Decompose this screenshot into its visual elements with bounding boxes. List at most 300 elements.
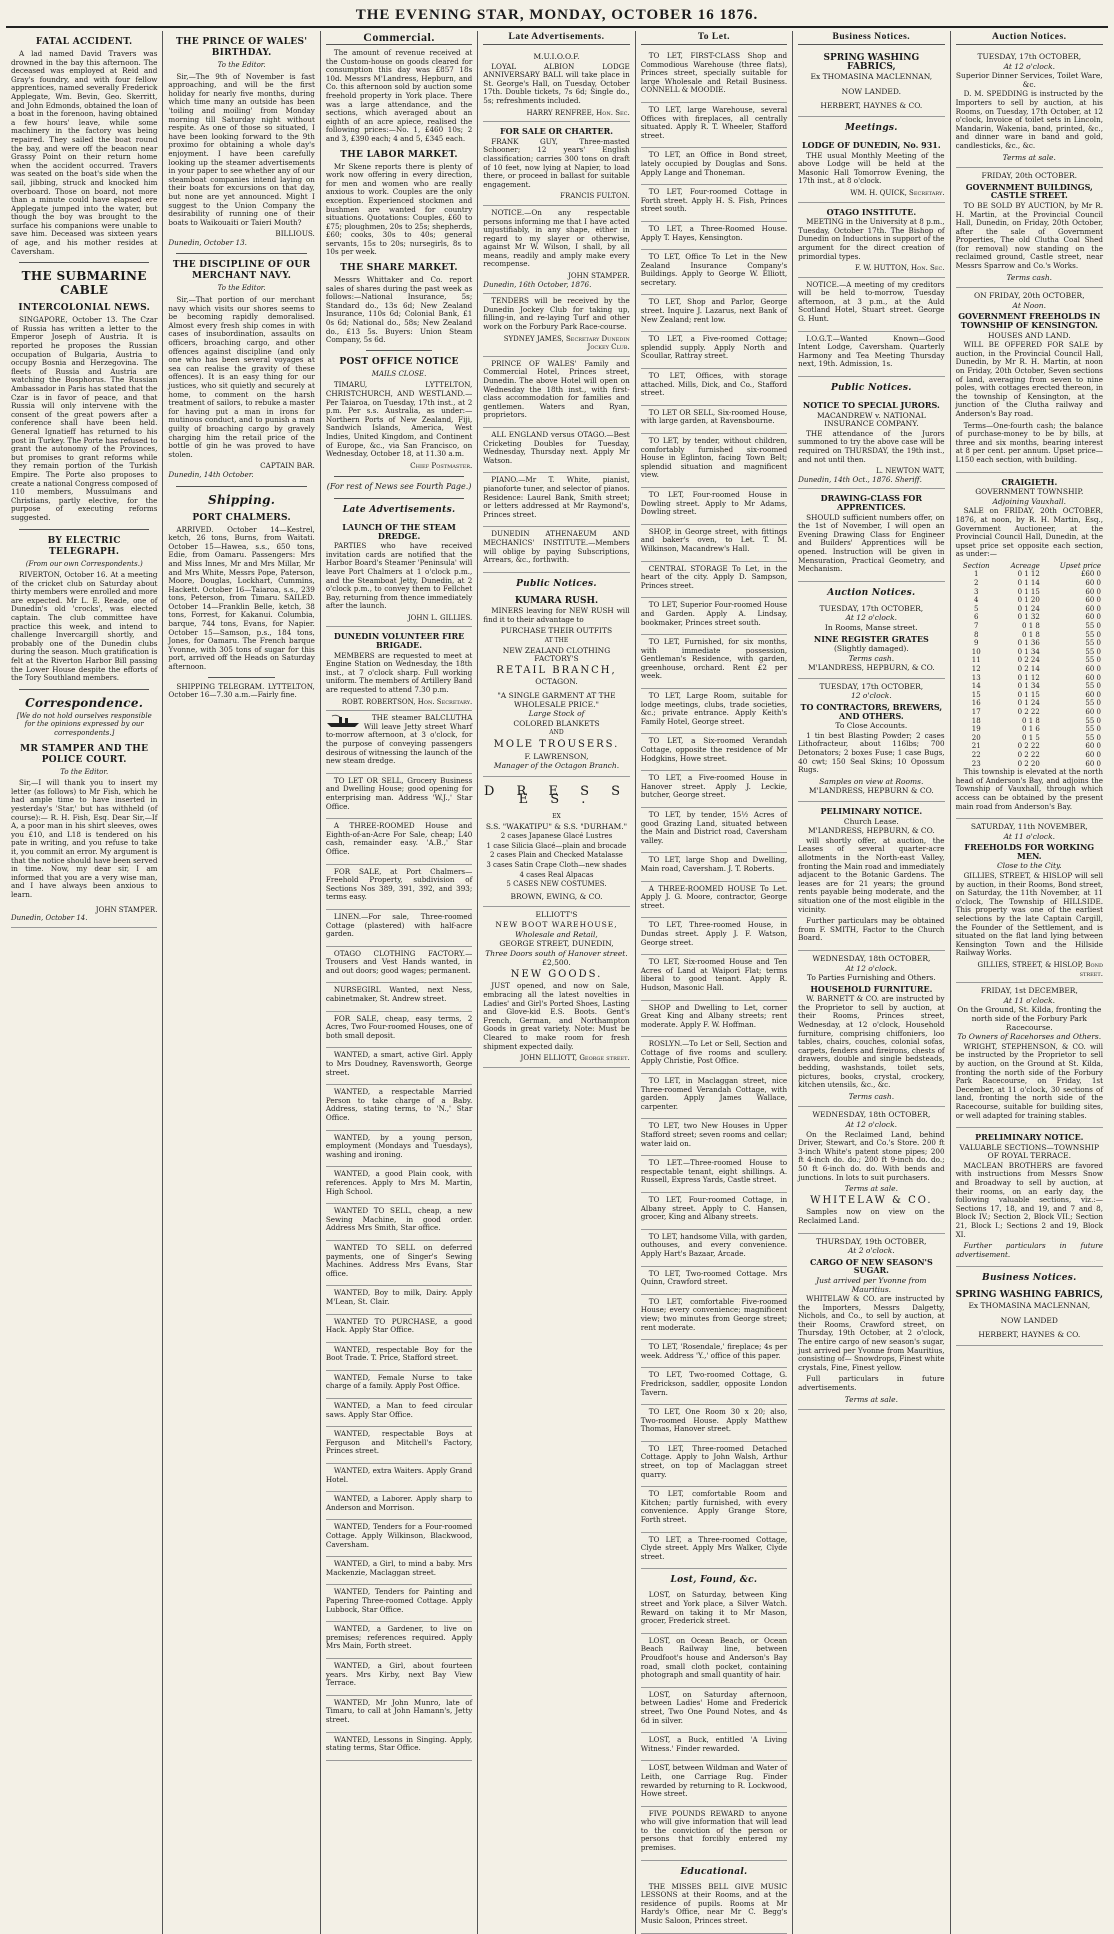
- reclaimed-time: At 12 o'clock.: [845, 1120, 898, 1129]
- to-let-ad: [641, 635, 787, 689]
- grates-title: NINE REGISTER GRATES: [813, 633, 929, 644]
- educational-heading: Educational.: [680, 1866, 748, 1877]
- to-let-ad-text: TO LET, Furnished, for six months, with immediate possession, Gentleman's Residence, with garden, greenhouse, orchard. Rent £2 per week.: [640, 637, 788, 681]
- table-row: [956, 631, 1103, 640]
- kensington-text: WILL BE OFFERED FOR SALE by auction, in the Provincial Council Hall, Dunedin, by Mr R. H. Martin, at noon on Friday, 20th October, Seven sections of land, averaging from seven to nine poles, with cottages erected thereon, in the township of Kensington, at the junction of the Clutha railway and Anderson's Bay road.: [955, 340, 1103, 418]
- to-let-ad: [641, 1487, 787, 1532]
- charter-ad: [483, 122, 629, 206]
- table-cell: 12: [971, 665, 981, 673]
- table-cell: 0 1 34: [1017, 647, 1040, 656]
- submarine-cable-heading: THE SUBMARINE CABLE: [21, 269, 147, 298]
- to-let-ad: [641, 1405, 787, 1442]
- intercolonial-news-heading: INTERCOLONIAL NEWS.: [18, 303, 151, 314]
- column-2: [163, 31, 320, 1934]
- spedding-ad: [956, 49, 1103, 168]
- table-cell: 2: [974, 579, 979, 588]
- commercial-text: The amount of revenue received at the Custom-house on goods cleared for consumption this day was £857 18s 10d. Messrs M'Landress, Hepburn, and Co. this afternoon sold by auction some freehold property in York place. There was a large attendance, and the sections, which averaged about an eighth of an acre apiece, realised the following prices:—No. 1, £460 10s; 2 and 3, £390 each; 4 and 5, £345 each.: [325, 48, 473, 143]
- govt-buildings-text: TO BE SOLD BY AUCTION, by Mr R. H. Martin, at the Provincial Council Hall, Dunedin, on Friday, 20th October, after the sale of Government Properties, The old Clutha Coal Shed (for removal) now standing on the reclaimed ground, Castle street, near Messrs Sparrow and Co.'s Works.: [955, 200, 1103, 271]
- small-ad-text: WANTED, a Man to feed circular saws. Apply Star Office.: [325, 1401, 473, 1419]
- hillside-time: At 11 o'clock.: [1003, 831, 1055, 841]
- hillside-text: GILLIES, STREET, & HISLOP will sell by auction, in their Rooms, Bond street, on Saturday, the 11th November, at 11 o'clock, The Township of HILLSIDE. This property was one of the earliest selections by the late Captain Cargill, the Founder of the Settlement, and is situated on the flat land lying between Kensington Town and the Hillside Railway Works.: [955, 871, 1103, 958]
- table-cell: 17: [971, 707, 981, 716]
- to-let-heading: To Let.: [641, 31, 787, 45]
- small-ad-text: WANTED, respectable Boy for the Boot Trade. T. Price, Stafford street.: [325, 1344, 473, 1363]
- table-cell: 9: [974, 639, 979, 648]
- lost-ad-text: LOST, on Saturday afternoon, between Ladies' Home and Frederick street, Two One Pound Notes, and 4s 6d in silver.: [640, 1689, 788, 1725]
- lost-ad-text: LOST, on Ocean Beach, or Ocean Beach Railway line, between Proudfoot's house and Anderson's Bay road, small cloth pocket, containing photograph and small quantity of hair.: [640, 1635, 788, 1680]
- to-let-ad: [641, 562, 787, 599]
- columns: [6, 30, 1108, 1926]
- col7-spring-landed: NOW LANDED: [1000, 1315, 1058, 1325]
- small-ad: [326, 1557, 472, 1585]
- kumara-octagon: OCTAGON.: [535, 677, 578, 687]
- table-row: [956, 742, 1103, 751]
- drawing-class-text: SHOULD sufficient numbers offer, on the 1st of November, I will open an Evening Drawing Class for Engineer and Builders' Apprentices will be opened. Instruction will be given in Mensuration, Practical Geometry, and Mechanism.: [798, 512, 945, 574]
- reclaimed-date: WEDNESDAY, 18th OCTOBER,: [812, 1110, 931, 1120]
- small-ad-text: WANTED, Tenders for a Four-roomed Cottage. Apply Wilkinson, Blackwood, Caversham.: [325, 1522, 473, 1549]
- shipping-text: ARRIVED. October 14—Kestrel, ketch, 26 tons, Burns, from Waitati. October 15—Hawea, s.s., 650 tons, Edie, from Oamaru. Passengers: Mrs and Miss Innes, Mr and Mrs Millar, Mr and Mrs White, Messrs Pope, Paterson, Moore, Douglas, Lockhart, Cummins, Hackett. October 16—Taiaroa, s.s., 239 tons, Peterson, from Timaru. SAILED. October 14—Franklin Belle, ketch, 38 tons, Forrest, for Kakanui. Columbia, barque, 744 tons, Evans, for Napier. October 15—Samson, p.s., 184 tons, Jones, for Oamaru. The French barque Yvonne, with 305 tons of sugar for this port, arrived off the Heads on Saturday afternoon.: [168, 524, 315, 672]
- contractors-time: 12 o'clock.: [850, 691, 892, 701]
- dress-item: 2 cases Japanese Glacé Lustres: [500, 832, 613, 841]
- spring-fabrics-ad: [798, 49, 944, 117]
- fire-brigade-text: MEMBERS are requested to meet at Engine Station on Wednesday, the 18th inst., at 7 o'clock sharp. Full working uniform. The members of Artillery Band are requested to attend 7.30 p.m.: [325, 650, 473, 695]
- lost-ad: [641, 1588, 787, 1633]
- muioof-signature: HARRY RENFREE, Hon. Sec.: [526, 108, 630, 117]
- craigieth-note: This township is elevated at the north head of Anderson's Bay, and adjoins the Township of Vauxhall, through which access can be obtained by the present main road from Anderson's Bay.: [955, 767, 1103, 811]
- small-ad: [326, 1492, 472, 1520]
- spring-fabrics-landed: NOW LANDED.: [841, 86, 902, 96]
- st-kilda-text: WRIGHT, STEPHENSON, & CO. will be instructed by the Proprietor to sell by auction, on the Ground at St. Kilda, fronting the north side of the Forbury Park Racecourse, on Friday, 1st December, at 11 o'clock, 30 sections of land, fronting the north side of the Racecourse, suitable for building sites, or well adapted for training stables.: [955, 1041, 1103, 1120]
- balclutha-text: THE steamer BALCLUTHA Will leave Jetty street Wharf to-morrow afternoon, at 3 o'clock, for the purpose of conveying passengers desirous of witnessing the launch of the new steam dredge.: [325, 713, 473, 766]
- col7-spring-title: SPRING WASHING FABRICS,: [955, 1290, 1103, 1301]
- table-cell: 0 2 14: [1017, 665, 1040, 673]
- table-cell: 55 0: [1085, 622, 1101, 631]
- jurors-text: THE attendance of the Jurors summoned to try the above case will be required on THURSDAY, the 19th inst., and not until then.: [798, 428, 945, 464]
- table-cell: 5: [974, 604, 979, 613]
- table-row: [956, 717, 1103, 726]
- lost-ad-text: LOST, on Saturday, between King street and York place, a Silver Watch. Reward on taking it to Mr Mason, grocer, Frederick street.: [640, 1590, 788, 1626]
- st-kilda-ad: [956, 983, 1103, 1128]
- mails-close: MAILS CLOSE.: [371, 369, 427, 378]
- spedding-date: TUESDAY, 17th OCTOBER,: [977, 52, 1082, 61]
- dress-item: 1 case Silicia Glacé—plain and brocade: [486, 841, 627, 850]
- elliott-wholesale: Wholesale and Retail,: [515, 929, 598, 939]
- to-let-ad-text: TO LET, handsome Villa, with garden, outhouses, and every convenience. Apply Hart's Bazaar, Arcade.: [640, 1231, 788, 1258]
- small-ad: [326, 1427, 472, 1464]
- spedding-title: Superior Dinner Services, Toilet Ware, &c.: [955, 71, 1103, 89]
- sugar-sub: Just arrived per Yvonne from Mauritius.: [816, 1275, 927, 1294]
- table-cell: 21: [971, 742, 981, 751]
- kumara-text: MINERS leaving for NEW RUSH will find it to their advantage to: [483, 606, 630, 624]
- to-let-ad-text: ROSLYN.—To Let or Sell, Section and Cottage of five rooms and scullery. Apply Christie, Post Office.: [640, 1039, 788, 1066]
- table-cell: 55 0: [1085, 699, 1101, 708]
- to-let-ad-text: TO LET, in Maclaggan street, nice Three-roomed Verandah Cottage, with garden. Apply James Wallace, carpenter.: [640, 1076, 788, 1111]
- prince-to-editor: To the Editor.: [217, 61, 266, 69]
- lost-ad-text: LOST, between Wildman and Water of Leith, one Carriage Rug. Finder rewarded by returning to R. Lockwood, Howe street.: [640, 1763, 788, 1799]
- table-row: [956, 708, 1103, 717]
- to-let-ad: [641, 295, 787, 332]
- to-let-ad: [641, 332, 787, 369]
- share-market-heading: THE SHARE MARKET.: [340, 263, 458, 274]
- to-let-ad: [641, 1533, 787, 1570]
- column-7: [951, 31, 1108, 1934]
- table-cell: 3: [974, 587, 979, 596]
- jurors-signature: L. NEWTON WATT,: [876, 467, 945, 476]
- to-let-ad-text: TO LET, by tender, 15½ Acres of good Grazing Land, situated between the Main and District road, Caversham valley.: [640, 810, 788, 845]
- royal-terrace-text: MACLEAN BROTHERS are favored with instructions from Messrs Snow and Broadway to sell by auction, at their rooms, on an early day, the following valuable sections, viz.:— Sections 17, 18, and 19, and 7 and 8, Block IV.; Section 2, Block VII.; Section 21, Block I.; Sections 2 and 19, Block XI.: [955, 1160, 1103, 1239]
- contractors-title: TO CONTRACTORS, BREWERS, AND OTHERS.: [800, 702, 943, 721]
- col7-spring-ex: Ex THOMASINA MACLENNAN,: [968, 1301, 1091, 1310]
- balclutha-ad: [326, 711, 472, 774]
- to-let-ad-text: TO LET, Three-roomed House, in Dundas street. Apply J. F. Watson, George street.: [640, 920, 788, 947]
- to-let-ad-text: TO LET, Office To Let in the New Zealand Insurance Company's Buildings. Apply to George W. Elliott, secretary.: [640, 252, 788, 287]
- furniture-sub: To Parties Furnishing and Others.: [806, 973, 936, 983]
- to-let-ad-text: TO LET, comfortable Room and Kitchen; partly furnished, with every convenience. Apply Grange Store, Forth street.: [640, 1489, 788, 1525]
- stamper-place: Dunedin, October 14.: [11, 914, 88, 923]
- grates-signature: M'LANDRESS, HEPBURN, & CO.: [807, 663, 935, 673]
- small-ad: [326, 1241, 472, 1286]
- table-cell: 55 0: [1085, 682, 1101, 691]
- sugar-terms: Terms at sale.: [844, 1394, 898, 1404]
- furniture-date: WEDNESDAY, 18th OCTOBER,: [812, 953, 931, 963]
- sugar-text: WHITELAW & CO. are instructed by the Importers, Messrs Dalgetty, Nichols, and Co., to sell by auction, at their Rooms, Crawford street, on Thursday, 19th October, at 2 o'clock, The entire cargo of new season's sugar, just arrived per Yvonne from Mauritius, consisting of— Snowdrops, Finest white crystals, Fine, Finest yellow.: [798, 1294, 945, 1372]
- prince-place: Dunedin, October 13.: [168, 237, 247, 247]
- creditors-notice-ad: [798, 278, 944, 332]
- table-cell: 0 1 34: [1017, 682, 1040, 691]
- to-let-ad-text: SHOP and Dwelling to Let, corner Great King and Albany streets; rent moderate. Apply F. W. Hoffman.: [640, 1002, 788, 1029]
- to-let-ad: [641, 49, 787, 103]
- spedding-terms: Terms at sale.: [1002, 152, 1056, 162]
- to-let-ad: [641, 853, 787, 881]
- hillside-ad: [956, 819, 1103, 983]
- royal-terrace-note: Further particulars in future advertisement.: [955, 1241, 1103, 1259]
- sugar-cargo-ad: [798, 1234, 944, 1411]
- reclaimed-terms: Terms at sale.: [844, 1184, 898, 1194]
- small-ad: [326, 1585, 472, 1622]
- kensington-title: GOVERNMENT FREEHOLDS IN TOWNSHIP OF KENSINGTON.: [958, 311, 1101, 331]
- st-kilda-title: On the Ground, St. Kilda, fronting the north side of the Forbury Park Racecourse.: [957, 1005, 1102, 1032]
- dresses-ad: [483, 777, 629, 908]
- to-let-ad: [641, 406, 787, 434]
- post-office-text: TIMARU, LYTTELTON, CHRISTCHURCH, AND WESTLAND.—Per Taiaroa, on Tuesday, 17th inst., at 2 p.m. Per s.s. Australia, as under:— Northern Ports of New Zealand, Fiji, Sandwich Islands, America, West Indies, United Kingdom, and Continent of Europe, &c., via San Francisco, on Wednesday, October 18, at 11.30 a.m.: [325, 380, 473, 459]
- small-ad: [326, 1343, 472, 1371]
- small-ad: [326, 1131, 472, 1168]
- royal-terrace-title: VALUABLE SECTIONS—TOWNSHIP OF ROYAL TERRACE.: [959, 1142, 1100, 1161]
- table-row: [956, 725, 1103, 734]
- stamper-letter-title: MR STAMPER AND THE POLICE COURT.: [20, 743, 149, 765]
- church-lease-ad: [798, 802, 944, 951]
- to-let-ad: [641, 882, 787, 919]
- cable-text: SINGAPORE, October 13. The Czar of Russia has written a letter to the Emperor Joseph of Austria. It is reported he proposes the Russian occupation of Bulgaria, Austria to occupy Bosnia and Herzegovina. The fleets of Russia and Austria are watching the Bosphorus. The Russian Ambassador in Paris has stated that the Czar is in favor of peace, and that Russia will only intervene with the consent of the great powers after a conference shall have been held. General Ignatieff has returned to his post in Turkey. The Porte has refused to grant the autonomy of the Provinces, but promises to grant reforms while they remain portion of the Turkish Empire. The Porte also proposes to create a national Congress composed of 110 members, Mussulmans and Christians, partly elective, for the purpose of executing reforms suggested.: [11, 315, 158, 522]
- kumara-purchase: PURCHASE THEIR OUTFITS: [500, 626, 613, 636]
- small-ad-text: WANTED, Tenders for Painting and Papering Three-roomed Cottage. Apply Lubbock, Star Office.: [325, 1587, 473, 1614]
- masthead: THE EVENING STAR, MONDAY, OCTOBER 16 1876.: [6, 4, 1108, 28]
- furniture-text: W. BARNETT & CO. are instructed by the Proprietor to sell by auction, at their Rooms, Princes street, Wednesday, at 12 o'clock, Household furniture, comprising chiffoniers, loo tables, chairs, couches, colonial sofas, carpets, fenders and fireirons, chests of drawers, double and single bedsteads, bedding, washstands, toilet sets, pictures, books, crystal, crockery, kitchen utensils, &c., &c.: [798, 994, 945, 1090]
- hillside-date: SATURDAY, 11th NOVEMBER,: [970, 822, 1088, 832]
- sugar-title: CARGO OF NEW SEASON'S SUGAR.: [809, 1256, 933, 1276]
- table-cell: 22: [971, 750, 981, 759]
- grates-where: In Rooms, Manse street.: [824, 622, 918, 632]
- small-ad: [326, 910, 472, 947]
- reclaimed-note: Samples now on view on the Reclaimed Land.: [798, 1207, 945, 1225]
- to-let-ad-text: TO LET, a Six-roomed Verandah Cottage, opposite the residence of Mr Hodgkins, Howe street.: [640, 736, 788, 763]
- table-cell: 0 1 15: [1017, 587, 1040, 596]
- craigieth-adjoining: Adjoining Vauxhall.: [992, 496, 1066, 506]
- shipping-telegram: SHIPPING TELEGRAM. LYTTELTON, October 16—7.30 a.m.—Fairly fine.: [168, 681, 315, 700]
- to-let-ad: [641, 1074, 787, 1119]
- col7-business-heading: Business Notices.: [982, 1273, 1077, 1284]
- table-row: [956, 699, 1103, 708]
- post-office-heading: POST OFFICE NOTICE: [339, 356, 459, 367]
- postmaster-signature: Chief Postmaster.: [410, 460, 473, 470]
- to-let-ad-text: TO LET, a Five-roomed House in Hanover street. Apply J. Leckie, butcher, George street.: [640, 773, 788, 800]
- table-cell: 0 2 22: [1017, 707, 1040, 716]
- small-ad-text: WANTED, a respectable Married Person to take charge of a Baby. Address, stating terms, to 'N.,' Star Office.: [325, 1087, 473, 1122]
- table-cell: 60 0: [1085, 665, 1101, 673]
- to-let-ad-text: TO LET, Two-roomed Cottage. Mrs Quinn, Crawford street.: [640, 1268, 788, 1287]
- drawing-class-title: DRAWING-CLASS FOR APPRENTICES.: [820, 493, 923, 512]
- craigieth-sections-table: [956, 562, 1103, 768]
- small-ad-text: WANTED, a Laborer. Apply sharp to Anderson and Morrison.: [325, 1494, 473, 1512]
- elliott-new-goods: NEW GOODS.: [510, 968, 603, 980]
- small-ad: [326, 1733, 472, 1761]
- column-5: [636, 31, 793, 1934]
- royal-terrace-notice: PRELIMINARY NOTICE.: [975, 1132, 1084, 1143]
- public-notices-heading: Public Notices.: [516, 578, 597, 589]
- column-3: [321, 31, 478, 1934]
- small-ad: [326, 983, 472, 1011]
- to-let-ad: [641, 1368, 787, 1405]
- grates-sub: (Slightly damaged).: [833, 644, 909, 654]
- to-let-ad: [641, 598, 787, 635]
- small-ad: [326, 1464, 472, 1492]
- table-cell: 16: [971, 699, 981, 708]
- muioof-ad: [483, 49, 629, 122]
- kensington-sub: HOUSES AND LAND.: [987, 330, 1071, 340]
- to-let-ad: [641, 1001, 787, 1038]
- table-row: [956, 622, 1103, 631]
- steamship-icon: [326, 714, 360, 728]
- dresses-ships: S.S. "WAKATIPU" & S.S. "DURHAM.": [485, 821, 628, 831]
- otago-institute-ad: [798, 203, 944, 278]
- st-kilda-time: At 11 o'clock.: [1003, 995, 1055, 1005]
- spring-fabrics-signature: HERBERT, HAYNES & CO.: [820, 101, 923, 111]
- table-cell: 18: [971, 716, 981, 725]
- govt-buildings-ad: [956, 168, 1103, 288]
- kumara-signature: F. LAWRENSON,: [524, 751, 589, 761]
- small-ad-text: WANTED, Lessons in Singing. Apply, stating terms, Star Office.: [325, 1734, 473, 1753]
- small-ad: [326, 1622, 472, 1659]
- to-let-ad: [641, 734, 787, 771]
- prince-hotel-text: PRINCE OF WALES' Family and Commercial Hotel, Princes street, Dunedin. The above Hotel will open on Wednesday the 18th inst., with first-class accommodation for families and gentlemen. Waters and Ryan, proprietors.: [483, 358, 630, 420]
- table-cell: 0 2 24: [1017, 656, 1040, 665]
- to-let-ad: [641, 250, 787, 295]
- st-kilda-sub: To Owners of Racehorses and Others.: [957, 1032, 1102, 1042]
- table-cell: 19: [971, 725, 981, 734]
- dress-item: 5 CASES NEW COSTUMES.: [506, 880, 607, 889]
- to-let-ad: [641, 1340, 787, 1368]
- small-ad: [326, 865, 472, 910]
- st-kilda-date: FRIDAY, 1st DECEMBER,: [980, 986, 1078, 996]
- table-cell: 60 0: [1085, 579, 1101, 588]
- lost-ad: [641, 1634, 787, 1688]
- to-let-list: [641, 49, 787, 1569]
- table-cell: 55 0: [1085, 630, 1101, 639]
- to-let-ad-text: A THREE-ROOMED HOUSE To Let. Apply J. G. Moore, contractor, George street.: [640, 883, 788, 910]
- to-let-ad: [641, 1193, 787, 1230]
- table-row: [956, 596, 1103, 605]
- small-ad-text: WANTED, respectable Boys at Ferguson and Mitchell's Factory, Princes street.: [325, 1429, 473, 1456]
- correspondence-heading: Correspondence.: [25, 695, 144, 710]
- charter-signature: FRANCIS FULTON.: [560, 192, 630, 201]
- small-ad: [326, 774, 472, 819]
- to-let-ad-text: SHOP, in George street, with fittings and baker's oven, to Let. T. M. Wilkinson, Macandrew's Hall.: [640, 526, 788, 553]
- to-let-ad-text: TO LET, comfortable Five-roomed House; every convenience; magnificent view; two minutes from George street; rent moderate.: [640, 1296, 788, 1332]
- to-let-ad-text: TO LET, Four-roomed Cottage in Forth street. Apply H. S. Fish, Princes street south.: [640, 187, 788, 214]
- dresses-items: [483, 832, 629, 889]
- otago-institute-text: MEETING in the University at 8 p.m., Tuesday, October 17th. The Bishop of Dunedin on Inductions in support of the argument for the direct creation of primordial types.: [798, 217, 945, 261]
- table-cell: 0 1 12: [1017, 570, 1040, 579]
- craigieth-title: CRAIGIETH.: [1001, 476, 1058, 487]
- column-6: [793, 31, 950, 1934]
- to-let-ad: [641, 1156, 787, 1193]
- to-let-ad-text: TO LET, Six-roomed House and Ten Acres of Land at Waipori Flat; terms liberal to good tenant. Apply R. Hudson, Masonic Hall.: [640, 957, 788, 992]
- table-cell: 20: [971, 733, 981, 742]
- table-cell: 60 0: [1085, 604, 1101, 613]
- small-ad-text: WANTED, Mr John Munro, late of Timaru, to call at John Hamann's, Jetty street.: [325, 1697, 473, 1724]
- kumara-nz-factory: NEW ZEALAND CLOTHING FACTORY'S: [502, 645, 611, 664]
- elliott-text: JUST opened, and now on Sale, embracing all the latest novelties in Ladies' and Girl's Ported Shoes, Lasting and Glove-kid E.S. Boots. Gent's French, German, and Northampton Goods in great variety. Note: Must be Cleared to make room for fresh shipment expected daily.: [483, 981, 630, 1051]
- govt-buildings-date: FRIDAY, 20th OCTOBER.: [981, 171, 1078, 181]
- correspondence-note: [We do not hold ourselves responsible for the opinions expressed by our correspondents.]: [16, 711, 152, 737]
- table-cell: 0 1 5: [1022, 733, 1040, 742]
- small-ad: [326, 1204, 472, 1241]
- dredge-text: PARTIES who have received invitation cards are notified that the Harbor Board's Steamer 'Peninsula' will leave Port Chalmers at 1 o'clock p.m., and the Steamboat Jetty, Dunedin, at 2 o'clock p.m., to convey them to Fellchet Bay, returning from thence immediately after the launch.: [325, 541, 473, 611]
- table-cell: 0 1 15: [1017, 690, 1040, 699]
- column-1: [6, 31, 163, 1934]
- to-let-ad: [641, 103, 787, 148]
- table-cell: 60 0: [1085, 690, 1101, 699]
- news-fourth-page-note: (For rest of News see Fourth Page.): [326, 482, 472, 492]
- sugar-note: Full particulars in future advertisements.: [798, 1374, 945, 1393]
- elliott-signature: JOHN ELLIOTT, George street.: [520, 1054, 630, 1063]
- table-cell: 10: [971, 647, 981, 656]
- kensington-time: At Noon.: [1012, 300, 1047, 310]
- prince-letter-text: Sir,—The 9th of November is fast approaching, and will be the first holiday for nearly five months, during which time many an outside has been 'toiling and moiling' from Monday morning till Saturday night without respite. As one of those so situated, I have been looking forward to the 9th proximo for obtaining a whole day's enjoyment. I have been carefully looking up the steamer advertisements in your paper to see whether any of our steamboat companies intend laying on their boats for excursions on that day, but none are yet announced. Might I suggest to the Union Company the desirability of running one of their boats to Waikouaiti or Taieri Mouth?: [168, 71, 315, 227]
- table-row: [956, 648, 1103, 657]
- otago-institute-signature: F. W. HUTTON, Hon. Sec.: [855, 264, 945, 273]
- meetings-heading: Meetings.: [844, 122, 898, 133]
- church-lease-title: PELIMINARY NOTICE.: [820, 806, 923, 816]
- lodge-ad: [798, 136, 944, 203]
- col7-spring-fabrics-ad: [956, 1286, 1103, 1345]
- kensington-terms: Terms—One-fourth cash; the balance of purchase-money to be by bills, at three and six months, bearing interest at 8 per cent. per annum. Upset price—L150 each section, with building.: [955, 420, 1103, 464]
- telegraph-text: RIVERTON, October 16. At a meeting of the cricket club on Saturday about thirty members were enrolled and more are expected. Mr L. E. Reade, one of Dunedin's old 'crocks', was elected captain. The club committee have practice this week, and intend to challenge Invercargill shortly, and probably one of the Dunedin clubs during the season. Much gratification is felt at the Riverton Harbor Bill passing the Lower House despite the efforts of the Tory Southland members.: [11, 570, 158, 683]
- table-cell: 60 0: [1085, 673, 1101, 682]
- prince-signature: BILLIOUS.: [275, 229, 315, 239]
- small-ad: [326, 1399, 472, 1427]
- merchant-navy-heading: THE DISCIPLINE OF OUR MERCHANT NAVY.: [172, 260, 311, 282]
- elliott-near: Three Doors south of Hanover street.: [485, 948, 628, 958]
- iogt-text: I.O.G.T.—Wanted Known—Good Intent Lodge, Caversham. Quarterly Harmony and Tea Meeting Thursday next, 19th. Admission, 1s.: [798, 333, 945, 369]
- fatal-accident-heading: FATAL ACCIDENT.: [35, 37, 133, 47]
- to-let-ad-text: TO LET, Four-roomed Cottage, in Albany street. Apply to C. Hansen, grocer, King and Albany streets.: [640, 1195, 788, 1222]
- stamper-notice-ad: [483, 206, 629, 294]
- kensington-ad: [956, 288, 1103, 472]
- commercial-heading: Commercial.: [326, 31, 472, 45]
- spring-fabrics-title: SPRING WASHING FABRICS,: [823, 53, 920, 72]
- all-england-text: ALL ENGLAND versus OTAGO.—Best Cricketing Doubles for Tuesday, Wednesday, Thursday next. Apply Mr Watson.: [483, 429, 630, 465]
- to-let-ad: [641, 771, 787, 808]
- table-cell: 0 1 8: [1022, 716, 1040, 725]
- kumara-heading: KUMARA RUSH.: [514, 595, 599, 606]
- port-chalmers-heading: PORT CHALMERS.: [192, 512, 291, 523]
- table-cell: 1: [974, 570, 979, 579]
- kumara-stock: Large Stock of: [528, 709, 585, 719]
- small-ad-text: WANTED, a good Plain cook, with references. Apply to Mrs M. Martin, High School.: [325, 1169, 473, 1196]
- dress-item: 3 cases Satin Crape Cloth—new shades: [486, 860, 627, 869]
- small-ad-text: LINEN.—For sale, Three-roomed Cottage (plastered) with half-acre garden.: [325, 911, 473, 939]
- lost-ad: [641, 1733, 787, 1761]
- table-cell: 0 1 12: [1017, 673, 1040, 682]
- to-let-ad: [641, 689, 787, 734]
- stamper-notice-signature: JOHN STAMPER.: [568, 272, 630, 281]
- to-let-ad: [641, 148, 787, 185]
- labor-market-heading: THE LABOR MARKET.: [340, 149, 458, 160]
- prince-birthday-heading: THE PRINCE OF WALES' BIRTHDAY.: [175, 37, 308, 58]
- govt-buildings-terms: Terms cash.: [1006, 272, 1053, 282]
- small-ad: [326, 1659, 472, 1696]
- table-cell: 0 1 32: [1017, 613, 1040, 622]
- table-cell: 7: [974, 622, 979, 631]
- to-let-ad-text: TO LET, an Office in Bond street, lately occupied by Douglas and Sons. Apply Lange and Thoneman.: [640, 150, 788, 177]
- auction-notices-heading: Auction Notices.: [956, 31, 1103, 45]
- table-cell: 15: [971, 690, 981, 699]
- table-row: [956, 579, 1103, 588]
- to-let-ad-text: TO LET, Four-roomed House in Dowling street. Apply to Mr Adams, Dowling street.: [640, 489, 788, 517]
- navy-signature: CAPTAIN BAR.: [260, 461, 315, 471]
- lost-ad: [641, 1807, 787, 1861]
- table-cell: 0 2 20: [1017, 759, 1040, 768]
- small-ad: [326, 1371, 472, 1399]
- contractors-items: 1 tin best Blasting Powder; 2 cases Lithofracteur, about 116lbs; 700 Detonators; 2 boxes Fuse; 1 case Bugs, 40 cwt; 150 Seal Skins; 10 Opossum Rugs.: [798, 730, 945, 775]
- late-ads-heading: Late Advertisements.: [342, 504, 456, 515]
- small-ad-text: WANTED, a smart, active Girl. Apply to Mrs Doudney, Ravensworth, George street.: [325, 1050, 473, 1077]
- small-ad-text: WANTED, a Girl, about fourteen years. Mrs Kirby, next Bay View Terrace.: [325, 1660, 473, 1688]
- contractors-terms: Samples on view at Rooms.: [819, 776, 924, 786]
- table-cell: 55 0: [1085, 733, 1101, 742]
- dress-item: 4 cases Real Alpacas: [519, 870, 594, 879]
- table-row: [956, 682, 1103, 691]
- table-cell: 60 0: [1085, 587, 1101, 596]
- muioof-title: M.U.I.O.O.F.: [533, 52, 580, 61]
- to-let-ad-text: TO LET, FIRST-CLASS Shop and Commodious Warehouse (three flats), Princes street, specially suitable for large Wholesale and Retail Business. CONNELL & MOODIE.: [640, 51, 788, 95]
- small-ad-text: FOR SALE, at Port Chalmers—Freehold Property, subdivision of Sections Nos 389, 391, 392, and 393; terms easy.: [325, 866, 473, 902]
- kumara-at: AT THE: [544, 637, 569, 645]
- to-let-ad-text: CENTRAL STORAGE To Let, in the heart of the city. Apply D. Sampson, Princes street.: [640, 563, 788, 590]
- small-ad-text: WANTED, Female Nurse to take charge of a family. Apply Post Office.: [325, 1372, 473, 1391]
- dresses-ex: EX: [552, 812, 561, 820]
- furniture-ad: [798, 951, 944, 1108]
- royal-terrace-ad: [956, 1128, 1103, 1267]
- table-header-cell: Section: [962, 561, 990, 570]
- to-let-ad-text: TO LET, a Three-Roomed House. Apply T. Hayes, Kensington.: [640, 223, 788, 242]
- labor-market-text: Mr Skene reports there is plenty of work now offering in every direction, for men and women who are really anxious to work. Couples are the only exception. Experienced stockmen and bushmen are wanted for country situations. Quotations: Couples, £60 to £75; ploughmen, 20s to 25s; shepherds, £60; cooks, 30s to 40s; general servants, 15s to 20s; nursegirls, 8s to 10s per week.: [325, 161, 473, 257]
- table-cell: 60 0: [1085, 707, 1101, 716]
- church-lease-note: Further particulars may be obtained from F. SMITH, Factor to the Church Board.: [798, 916, 945, 943]
- table-cell: 0 1 8: [1022, 622, 1040, 631]
- muioof-text: LOYAL ALBION LODGE ANNIVERSARY BALL will take place in St. George's Hall, on Tuesday, October 17th. Double tickets, 7s 6d; Single do., 5s; refreshments included.: [483, 61, 630, 105]
